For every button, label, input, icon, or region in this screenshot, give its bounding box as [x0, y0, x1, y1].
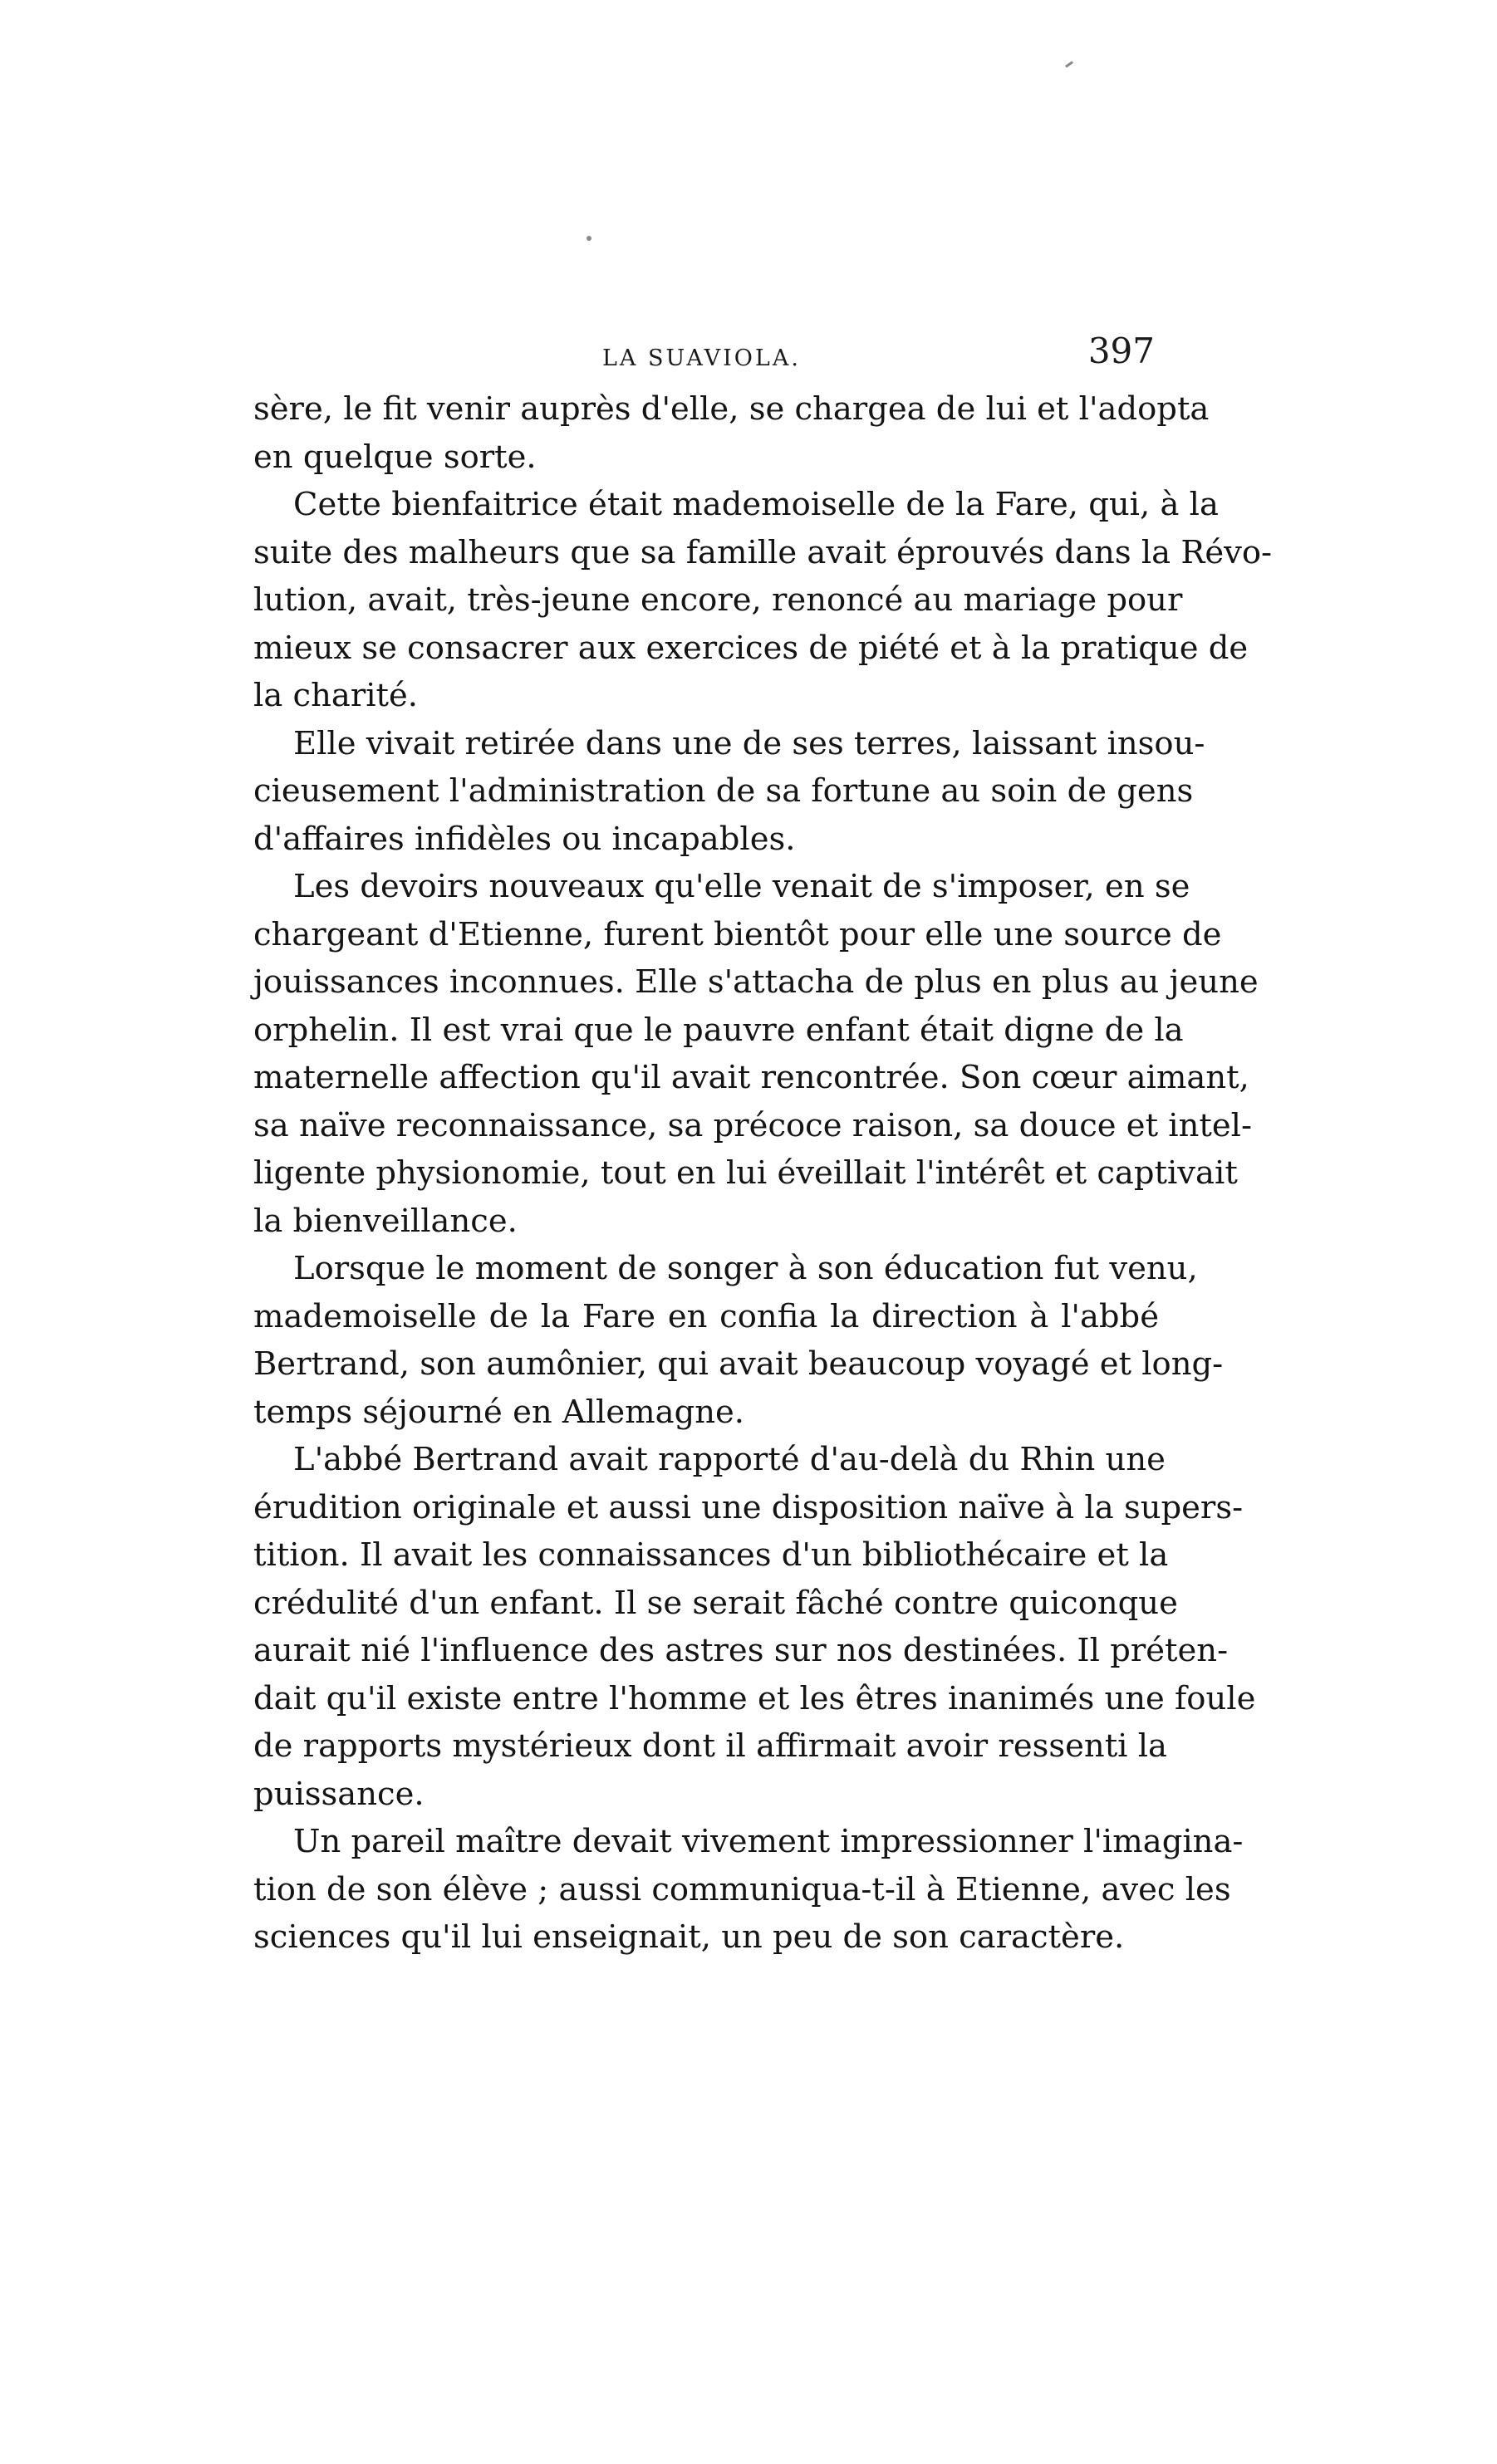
text-line: maternelle affection qu'il avait rencontrée. Son cœur aimant,	[253, 1059, 1249, 1096]
text-line: suite des malheurs que sa famille avait éprouvés dans la Révo-	[253, 533, 1273, 571]
scan-mark-dot	[587, 236, 591, 241]
text-line: lution, avait, très-jeune encore, renoncé au mariage pour	[253, 581, 1183, 619]
text-line: jouissances inconnues. Elle s'attacha de plus en plus au jeune	[253, 963, 1259, 1001]
text-line: orphelin. Il est vrai que le pauvre enfant était digne de la	[253, 1011, 1184, 1049]
text-line: crédulité d'un enfant. Il se serait fâché contre quiconque	[253, 1584, 1178, 1622]
text-line: mademoiselle de la Fare en confia la direction à l'abbé	[253, 1297, 1159, 1335]
text-line: sère, le fit venir auprès d'elle, se chargea de lui et l'adopta	[253, 390, 1210, 428]
text-line: la charité.	[253, 677, 419, 714]
text-line: chargeant d'Etienne, furent bientôt pour elle une source de	[253, 915, 1222, 953]
page-header	[249, 331, 1155, 380]
paragraph-first-line: Cette bienfaitrice était mademoiselle de la Fare, qui, à la	[293, 486, 1219, 523]
text-line: tition. Il avait les connaissances d'un bibliothécaire et la	[253, 1536, 1169, 1574]
scan-mark-top	[1065, 61, 1073, 67]
text-line: aurait nié l'influence des astres sur nos destinées. Il préten-	[253, 1632, 1229, 1669]
paragraph-first-line: Les devoirs nouveaux qu'elle venait de s'imposer, en se	[293, 868, 1190, 905]
text-line: cieusement l'administration de sa fortune au soin de gens	[253, 772, 1194, 810]
paragraph-first-line: L'abbé Bertrand avait rapporté d'au-delà du Rhin une	[293, 1441, 1166, 1478]
text-line: dait qu'il existe entre l'homme et les êtres inanimés une foule	[253, 1679, 1256, 1717]
body-text	[253, 385, 1273, 1962]
text-line: d'affaires infidèles ou incapables.	[253, 820, 796, 858]
text-line: temps séjourné en Allemagne.	[253, 1393, 745, 1431]
text-line: Bertrand, son aumônier, qui avait beaucoup voyagé et long-	[253, 1345, 1224, 1383]
paragraph-first-line: Un pareil maître devait vivement impressionner l'imagina-	[293, 1823, 1244, 1860]
text-line: sa naïve reconnaissance, sa précoce raison, sa douce et intel-	[253, 1106, 1252, 1144]
page-number: 397	[1087, 331, 1155, 371]
paragraph-first-line: Lorsque le moment de songer à son éducation fut venu,	[293, 1250, 1198, 1287]
text-line: puissance.	[253, 1775, 425, 1813]
text-line: de rapports mystérieux dont il affirmait avoir ressenti la	[253, 1727, 1167, 1765]
text-line: sciences qu'il lui enseignait, un peu de son caractère.	[253, 1918, 1125, 1956]
paragraph-first-line: Elle vivait retirée dans une de ses terres, laissant insou-	[293, 724, 1205, 762]
text-line: tion de son élève ; aussi communiqua-t-il à Etienne, avec les	[253, 1870, 1231, 1908]
text-line: la bienveillance.	[253, 1202, 518, 1240]
running-title: LA SUAVIOLA.	[602, 345, 801, 371]
text-line: mieux se consacrer aux exercices de piété et à la pratique de	[253, 629, 1249, 667]
text-line: ligente physionomie, tout en lui éveillait l'intérêt et captivait	[253, 1154, 1238, 1192]
text-line: en quelque sorte.	[253, 438, 537, 476]
text-line: érudition originale et aussi une disposition naïve à la supers-	[253, 1488, 1244, 1526]
